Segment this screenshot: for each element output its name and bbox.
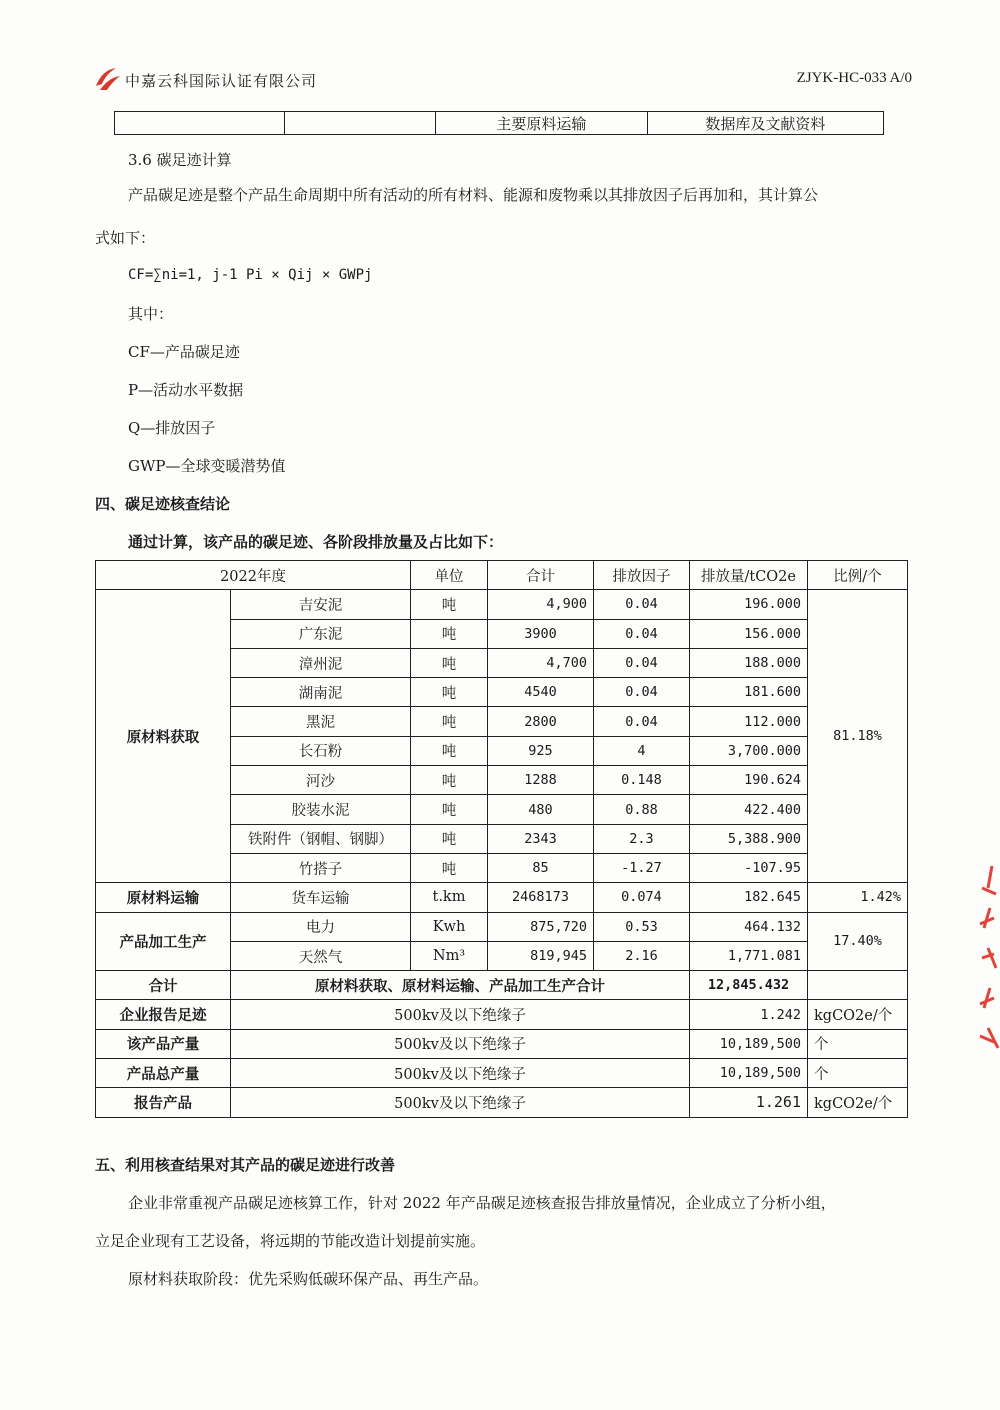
prev-cell-2 (285, 112, 437, 134)
item-cell: 吉安泥 (231, 590, 411, 619)
ratio-transport: 1.42% (808, 883, 908, 912)
emission-cell: 188.000 (690, 648, 808, 677)
company-logo-icon (92, 64, 122, 94)
document-number: ZJYK-HC-033 A/0 (796, 70, 912, 86)
emission-cell: -107.95 (690, 853, 808, 882)
summary-desc: 500kv及以下绝缘子 (231, 1059, 690, 1088)
factor-cell: 0.04 (594, 619, 690, 648)
total-cell: 4540 (488, 678, 594, 707)
item-cell: 广东泥 (231, 619, 411, 648)
item-cell: 电力 (231, 912, 411, 941)
stage-processing: 产品加工生产 (96, 912, 231, 971)
total-cell: 1288 (488, 766, 594, 795)
total-cell: 819,945 (488, 941, 594, 970)
summary-value: 10,189,500 (690, 1029, 808, 1058)
stage-raw-material: 原材料获取 (96, 590, 231, 883)
prev-cell-1 (115, 112, 285, 134)
summary-unit: kgCO2e/个 (808, 1000, 908, 1029)
factor-cell: 0.04 (594, 678, 690, 707)
item-cell: 胶装水泥 (231, 795, 411, 824)
total-cell: 480 (488, 795, 594, 824)
emission-cell: 181.600 (690, 678, 808, 707)
section-5-para1-line1: 企业非常重视产品碳足迹核算工作，针对 2022 年产品碳足迹核查报告排放量情况，企业成立了分析小组， (128, 1194, 836, 1212)
summary-unit: 个 (808, 1059, 908, 1088)
summary-label: 企业报告足迹 (96, 1000, 231, 1029)
factor-cell: 0.88 (594, 795, 690, 824)
item-cell: 货车运输 (231, 883, 411, 912)
table-row-sum (96, 971, 908, 1000)
factor-cell: 0.04 (594, 707, 690, 736)
emission-cell: 422.400 (690, 795, 808, 824)
total-cell: 3900 (488, 619, 594, 648)
factor-cell: -1.27 (594, 853, 690, 882)
emission-cell: 112.000 (690, 707, 808, 736)
factor-cell: 0.074 (594, 883, 690, 912)
header-ratio: 比例/个 (808, 561, 908, 590)
summary-label: 该产品产量 (96, 1029, 231, 1058)
sum-label: 合计 (96, 971, 231, 1000)
section-3-6-para-line2: 式如下： (95, 229, 156, 247)
previous-table-row (114, 111, 884, 135)
summary-value: 10,189,500 (690, 1059, 808, 1088)
factor-cell: 4 (594, 736, 690, 765)
total-cell: 4,700 (488, 648, 594, 677)
summary-label: 报告产品 (96, 1088, 231, 1117)
total-cell: 875,720 (488, 912, 594, 941)
page-header (92, 64, 912, 96)
factor-cell: 0.148 (594, 766, 690, 795)
header-factor: 排放因子 (594, 561, 690, 590)
unit-cell: 吨 (411, 824, 488, 853)
summary-desc: 500kv及以下绝缘子 (231, 1029, 690, 1058)
prev-cell-3: 主要原料运输 (436, 112, 647, 134)
unit-cell: 吨 (411, 678, 488, 707)
summary-value: 1.261 (690, 1088, 808, 1117)
factor-cell: 0.04 (594, 590, 690, 619)
total-cell: 2468173 (488, 883, 594, 912)
total-cell: 4,900 (488, 590, 594, 619)
unit-cell: Kwh (411, 912, 488, 941)
seal-stamp-edge-icon (968, 858, 1000, 1058)
table-row-summary (96, 1000, 908, 1029)
where-label: 其中： (128, 305, 174, 323)
item-cell: 铁附件（钢帽、钢脚） (231, 824, 411, 853)
factor-cell: 0.53 (594, 912, 690, 941)
factor-cell: 2.3 (594, 824, 690, 853)
def-gwp: GWP—全球变暖潜势值 (128, 457, 286, 475)
section-4-intro: 通过计算，该产品的碳足迹、各阶段排放量及占比如下： (128, 533, 504, 551)
emission-cell: 190.624 (690, 766, 808, 795)
section-5-para2: 原材料获取阶段：优先采购低碳环保产品、再生产品。 (128, 1270, 489, 1288)
table-row-summary (96, 1029, 908, 1058)
summary-value: 1.242 (690, 1000, 808, 1029)
item-cell: 黑泥 (231, 707, 411, 736)
table-row-transport (96, 883, 908, 912)
section-3-6-title: 3.6 碳足迹计算 (128, 151, 232, 169)
item-cell: 竹搭子 (231, 853, 411, 882)
table-row-summary (96, 1088, 908, 1117)
section-4-title: 四、碳足迹核查结论 (95, 495, 231, 513)
table-header-row (96, 561, 908, 590)
item-cell: 河沙 (231, 766, 411, 795)
summary-desc: 500kv及以下绝缘子 (231, 1088, 690, 1117)
section-5-title: 五、利用核查结果对其产品的碳足迹进行改善 (95, 1156, 396, 1174)
ratio-raw-material: 81.18% (808, 590, 908, 883)
def-p: P—活动水平数据 (128, 381, 244, 399)
factor-cell: 2.16 (594, 941, 690, 970)
unit-cell: Nm³ (411, 941, 488, 970)
emission-cell: 464.132 (690, 912, 808, 941)
sum-value: 12,845.432 (690, 971, 808, 1000)
item-cell: 长石粉 (231, 736, 411, 765)
section-3-6-para-line1: 产品碳足迹是整个产品生命周期中所有活动的所有材料、能源和废物乘以其排放因子后再加和，其计算公 (128, 186, 819, 204)
sum-empty-cell (808, 971, 908, 1000)
emission-cell: 196.000 (690, 590, 808, 619)
emission-cell: 3,700.000 (690, 736, 808, 765)
table-row-summary (96, 1059, 908, 1088)
unit-cell: 吨 (411, 766, 488, 795)
unit-cell: 吨 (411, 707, 488, 736)
summary-unit: kgCO2e/个 (808, 1088, 908, 1117)
table-row (96, 590, 908, 619)
factor-cell: 0.04 (594, 648, 690, 677)
sum-desc: 原材料获取、原材料运输、产品加工生产合计 (231, 971, 690, 1000)
unit-cell: 吨 (411, 853, 488, 882)
item-cell: 漳州泥 (231, 648, 411, 677)
unit-cell: 吨 (411, 619, 488, 648)
emission-cell: 156.000 (690, 619, 808, 648)
unit-cell: 吨 (411, 648, 488, 677)
unit-cell: t.km (411, 883, 488, 912)
unit-cell: 吨 (411, 795, 488, 824)
header-unit: 单位 (411, 561, 488, 590)
emission-cell: 182.645 (690, 883, 808, 912)
summary-label: 产品总产量 (96, 1059, 231, 1088)
header-emission: 排放量/tCO2e (690, 561, 808, 590)
item-cell: 湖南泥 (231, 678, 411, 707)
formula: CF=∑ni=1, j-1 Pi × Qij × GWPj (128, 267, 373, 283)
prev-cell-4: 数据库及文献资料 (705, 114, 826, 133)
unit-cell: 吨 (411, 736, 488, 765)
header-total: 合计 (488, 561, 594, 590)
section-5-para1-line2: 立足企业现有工艺设备，将远期的节能改造计划提前实施。 (95, 1232, 486, 1250)
total-cell: 2343 (488, 824, 594, 853)
def-cf: CF—产品碳足迹 (128, 343, 240, 361)
def-q: Q—排放因子 (128, 419, 216, 437)
item-cell: 天然气 (231, 941, 411, 970)
total-cell: 85 (488, 853, 594, 882)
summary-unit: 个 (808, 1029, 908, 1058)
table-row (96, 912, 908, 941)
emission-cell: 5,388.900 (690, 824, 808, 853)
header-year: 2022年度 (96, 561, 411, 590)
total-cell: 2800 (488, 707, 594, 736)
stage-transport: 原材料运输 (96, 883, 231, 912)
unit-cell: 吨 (411, 590, 488, 619)
emission-cell: 1,771.081 (690, 941, 808, 970)
summary-desc: 500kv及以下绝缘子 (231, 1000, 690, 1029)
ratio-processing: 17.40% (808, 912, 908, 971)
company-name: 中嘉云科国际认证有限公司 (125, 72, 318, 90)
total-cell: 925 (488, 736, 594, 765)
carbon-footprint-table (95, 560, 908, 1118)
